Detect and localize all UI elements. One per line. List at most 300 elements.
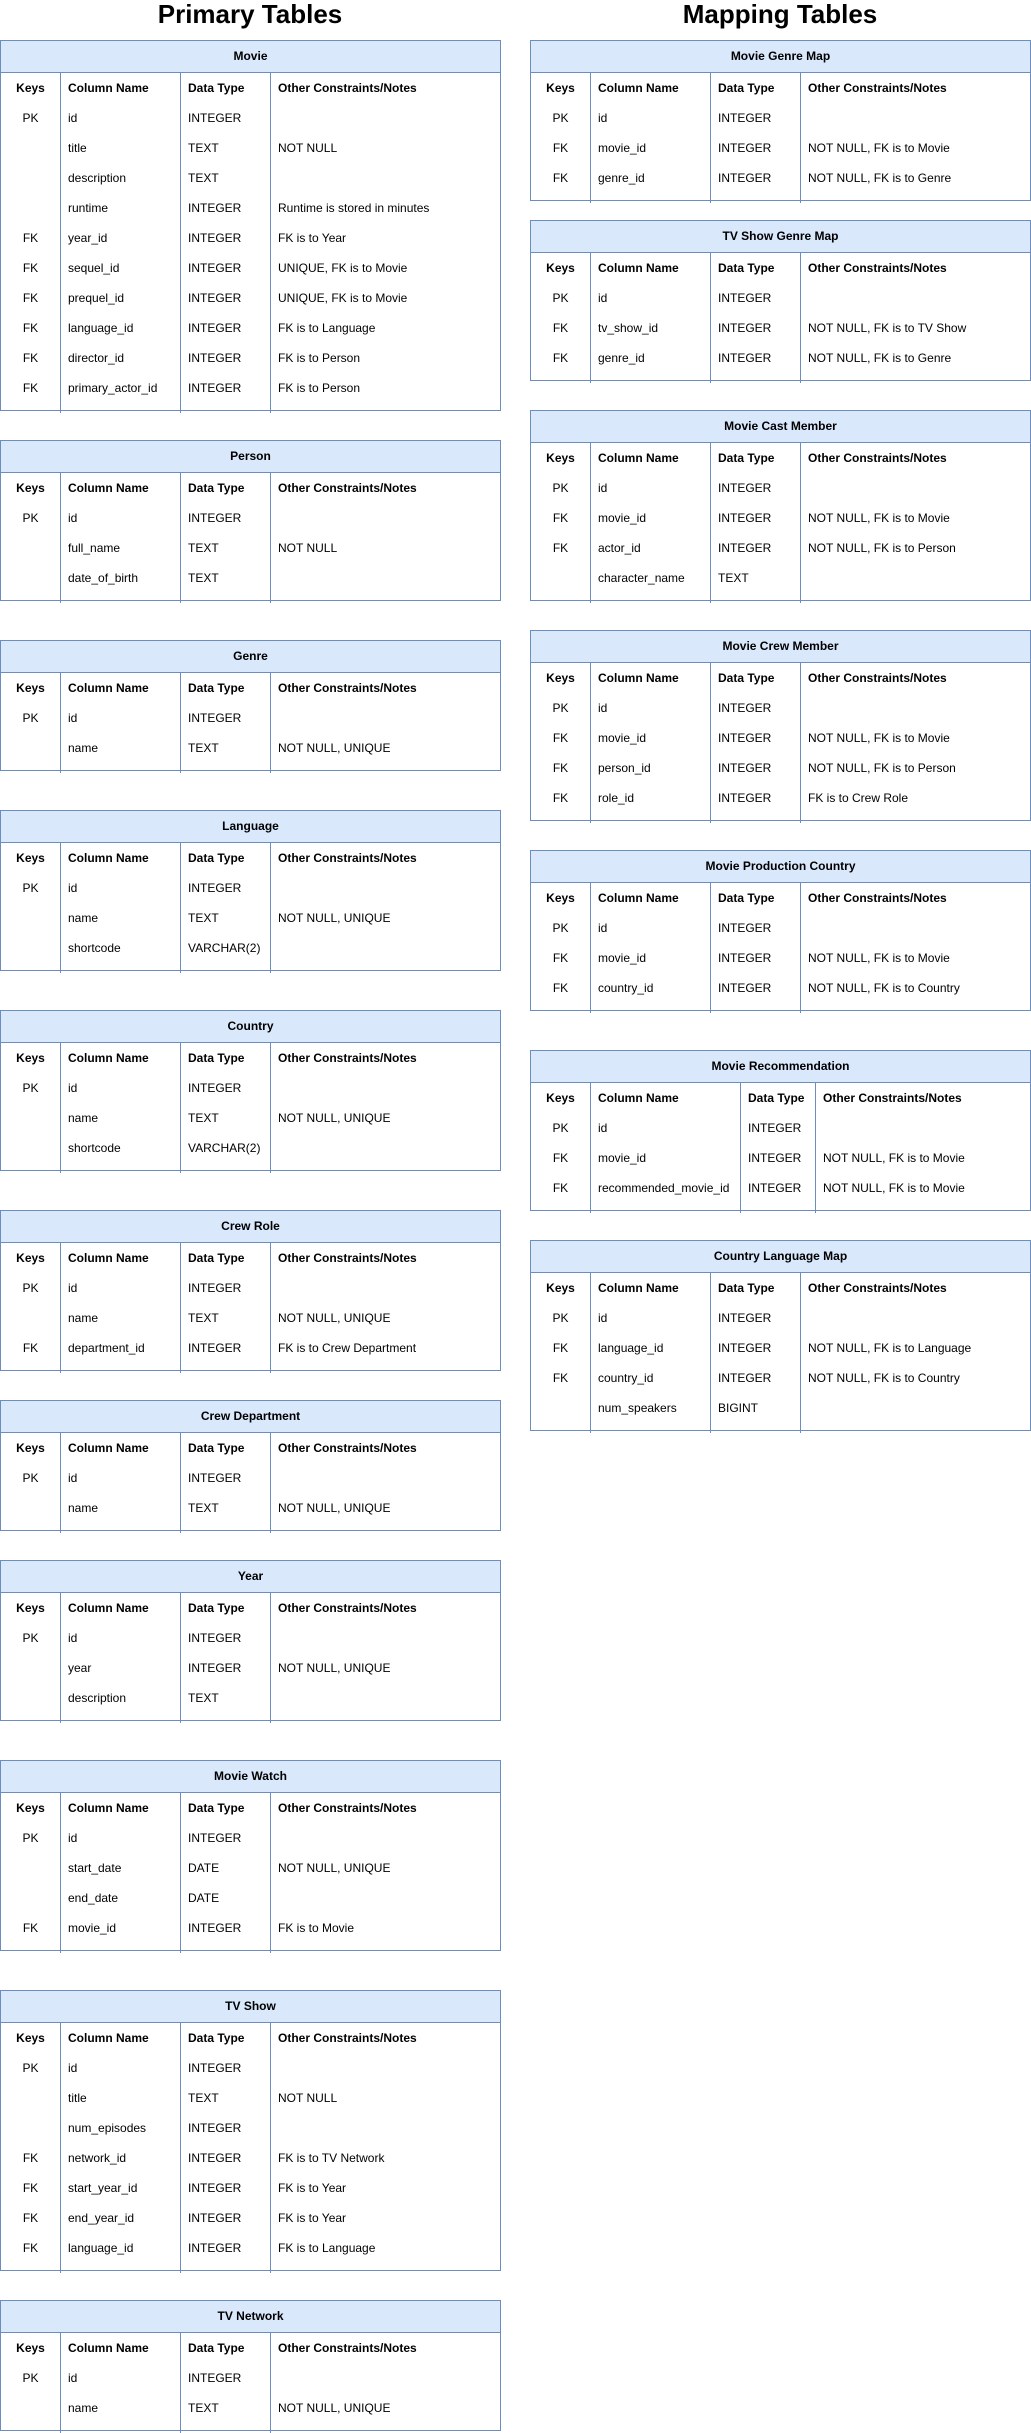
data-type-cell: TEXT bbox=[181, 2083, 271, 2113]
key-cell bbox=[1, 533, 61, 563]
header-column-name: Column Name bbox=[591, 663, 711, 693]
data-type-cell: INTEGER bbox=[181, 2203, 271, 2233]
data-type-cell: INTEGER bbox=[181, 2113, 271, 2143]
padding-key bbox=[531, 1203, 591, 1213]
data-type-cell: INTEGER bbox=[741, 1173, 816, 1203]
notes-cell bbox=[271, 1133, 500, 1163]
table-row bbox=[1, 2363, 500, 2393]
table-row bbox=[531, 283, 1030, 313]
key-cell bbox=[1, 1683, 61, 1713]
key-cell: FK bbox=[531, 943, 591, 973]
padding-name bbox=[591, 593, 711, 603]
padding-type bbox=[181, 2263, 271, 2273]
header-data-type: Data Type bbox=[711, 663, 801, 693]
column-name-cell: recommended_movie_id bbox=[591, 1173, 741, 1203]
padding-name bbox=[61, 403, 181, 413]
table-header-row bbox=[531, 1273, 1030, 1303]
data-type-cell: BIGINT bbox=[711, 1393, 801, 1423]
padding-name bbox=[591, 813, 711, 823]
padding-name bbox=[61, 1363, 181, 1373]
padding-type bbox=[181, 963, 271, 973]
padding-key bbox=[1, 963, 61, 973]
data-type-cell: INTEGER bbox=[181, 1823, 271, 1853]
notes-cell bbox=[271, 1823, 500, 1853]
key-cell: FK bbox=[531, 343, 591, 373]
column-name-cell: name bbox=[61, 1103, 181, 1133]
notes-cell: NOT NULL, UNIQUE bbox=[278, 741, 391, 755]
table-title: TV Show Genre Map bbox=[531, 221, 1030, 253]
data-type-cell: TEXT bbox=[181, 1493, 271, 1523]
column-name-cell: description bbox=[61, 1683, 181, 1713]
table-row bbox=[531, 163, 1030, 193]
header-notes: Other Constraints/Notes bbox=[278, 1441, 417, 1455]
table-row bbox=[1, 563, 500, 593]
table-movie-crew-member bbox=[530, 630, 1031, 821]
key-cell bbox=[1, 733, 61, 763]
column-name-cell: network_id bbox=[61, 2143, 181, 2173]
data-type-cell: INTEGER bbox=[181, 2173, 271, 2203]
key-cell bbox=[1, 903, 61, 933]
header-notes: Other Constraints/Notes bbox=[278, 2031, 417, 2045]
table-row bbox=[1, 2393, 500, 2423]
padding-key bbox=[1, 593, 61, 603]
column-name-cell: name bbox=[61, 733, 181, 763]
table-row bbox=[1, 533, 500, 563]
table-title: Genre bbox=[1, 641, 500, 673]
table-row bbox=[531, 133, 1030, 163]
table-row bbox=[1, 1303, 500, 1333]
table-header-row bbox=[1, 673, 500, 703]
padding-key bbox=[531, 373, 591, 383]
notes-cell bbox=[271, 2053, 500, 2083]
table-row bbox=[531, 1113, 1030, 1143]
table-row bbox=[531, 1143, 1030, 1173]
padding-name bbox=[61, 963, 181, 973]
padding-key bbox=[1, 2263, 61, 2273]
table-row bbox=[1, 163, 500, 193]
notes-cell: NOT NULL, FK is to Movie bbox=[808, 951, 950, 965]
table-row bbox=[1, 2173, 500, 2203]
table-row bbox=[1, 1273, 500, 1303]
header-keys: Keys bbox=[531, 663, 591, 693]
key-cell bbox=[1, 193, 61, 223]
notes-cell: NOT NULL, FK is to Movie bbox=[823, 1181, 965, 1195]
table-header-row bbox=[531, 443, 1030, 473]
table-row bbox=[531, 343, 1030, 373]
table-row bbox=[1, 1133, 500, 1163]
header-keys: Keys bbox=[1, 1433, 61, 1463]
primary-tables-heading: Primary Tables bbox=[157, 0, 343, 29]
table-body bbox=[1, 1433, 500, 1533]
key-cell: PK bbox=[1, 103, 61, 133]
table-header-row bbox=[1, 73, 500, 103]
padding-name bbox=[61, 2423, 181, 2433]
header-data-type: Data Type bbox=[181, 1243, 271, 1273]
data-type-cell: TEXT bbox=[181, 133, 271, 163]
header-keys: Keys bbox=[1, 2023, 61, 2053]
key-cell bbox=[1, 163, 61, 193]
notes-cell bbox=[271, 563, 500, 593]
header-notes: Other Constraints/Notes bbox=[278, 481, 417, 495]
table-body bbox=[531, 1083, 1030, 1213]
header-notes: Other Constraints/Notes bbox=[808, 261, 947, 275]
notes-cell: NOT NULL, UNIQUE bbox=[278, 1861, 391, 1875]
data-type-cell: INTEGER bbox=[741, 1143, 816, 1173]
data-type-cell: INTEGER bbox=[181, 343, 271, 373]
header-column-name: Column Name bbox=[591, 883, 711, 913]
key-cell: FK bbox=[1, 2173, 61, 2203]
notes-cell bbox=[271, 873, 500, 903]
header-notes: Other Constraints/Notes bbox=[808, 1281, 947, 1295]
table-padding-row bbox=[531, 813, 1030, 823]
data-type-cell: INTEGER bbox=[181, 1073, 271, 1103]
column-name-cell: end_year_id bbox=[61, 2203, 181, 2233]
notes-cell: FK is to Person bbox=[278, 381, 361, 395]
table-header-row bbox=[1, 1593, 500, 1623]
table-body bbox=[1, 73, 500, 413]
data-type-cell: TEXT bbox=[181, 533, 271, 563]
header-notes: Other Constraints/Notes bbox=[278, 681, 417, 695]
table-row bbox=[1, 283, 500, 313]
key-cell: PK bbox=[1, 873, 61, 903]
table-header-row bbox=[531, 73, 1030, 103]
key-cell bbox=[1, 2113, 61, 2143]
column-name-cell: id bbox=[61, 873, 181, 903]
header-column-name: Column Name bbox=[61, 1593, 181, 1623]
notes-cell bbox=[271, 503, 500, 533]
column-name-cell: id bbox=[61, 1463, 181, 1493]
column-name-cell: actor_id bbox=[591, 533, 711, 563]
key-cell: PK bbox=[1, 2363, 61, 2393]
column-name-cell: language_id bbox=[591, 1333, 711, 1363]
table-crew-role bbox=[0, 1210, 501, 1371]
data-type-cell: TEXT bbox=[181, 1103, 271, 1133]
data-type-cell: INTEGER bbox=[711, 283, 801, 313]
header-data-type: Data Type bbox=[181, 2333, 271, 2363]
notes-cell: NOT NULL, UNIQUE bbox=[278, 911, 391, 925]
column-name-cell: date_of_birth bbox=[61, 563, 181, 593]
table-row bbox=[531, 1303, 1030, 1333]
table-body bbox=[1, 843, 500, 973]
padding-type bbox=[181, 1523, 271, 1533]
data-type-cell: INTEGER bbox=[711, 473, 801, 503]
data-type-cell: INTEGER bbox=[181, 2143, 271, 2173]
table-row bbox=[1, 223, 500, 253]
notes-cell bbox=[801, 1303, 1030, 1333]
column-name-cell: id bbox=[591, 693, 711, 723]
header-keys: Keys bbox=[1, 73, 61, 103]
key-cell: FK bbox=[1, 2233, 61, 2263]
table-row bbox=[531, 723, 1030, 753]
key-cell: PK bbox=[1, 1623, 61, 1653]
table-row bbox=[1, 2203, 500, 2233]
table-padding-row bbox=[1, 403, 500, 413]
header-column-name: Column Name bbox=[61, 2333, 181, 2363]
column-name-cell: num_episodes bbox=[61, 2113, 181, 2143]
key-cell bbox=[1, 933, 61, 963]
column-name-cell: start_date bbox=[61, 1853, 181, 1883]
key-cell: PK bbox=[1, 1463, 61, 1493]
table-padding-row bbox=[1, 593, 500, 603]
data-type-cell: INTEGER bbox=[181, 313, 271, 343]
padding-name bbox=[591, 1423, 711, 1433]
column-name-cell: id bbox=[61, 1073, 181, 1103]
column-name-cell: prequel_id bbox=[61, 283, 181, 313]
key-cell: PK bbox=[531, 103, 591, 133]
notes-cell bbox=[271, 2113, 500, 2143]
key-cell: PK bbox=[1, 1273, 61, 1303]
header-keys: Keys bbox=[1, 1043, 61, 1073]
table-padding-row bbox=[531, 593, 1030, 603]
notes-cell: NOT NULL, FK is to Movie bbox=[808, 511, 950, 525]
table-row bbox=[531, 1363, 1030, 1393]
notes-cell: FK is to Year bbox=[278, 231, 347, 245]
table-row bbox=[1, 1623, 500, 1653]
table-padding-row bbox=[1, 763, 500, 773]
table-title: Person bbox=[1, 441, 500, 473]
table-row bbox=[1, 193, 500, 223]
table-row bbox=[1, 1683, 500, 1713]
key-cell bbox=[1, 1303, 61, 1333]
padding-name bbox=[61, 1943, 181, 1953]
column-name-cell: person_id bbox=[591, 753, 711, 783]
key-cell: FK bbox=[1, 373, 61, 403]
table-row bbox=[1, 1333, 500, 1363]
header-column-name: Column Name bbox=[61, 1243, 181, 1273]
data-type-cell: INTEGER bbox=[181, 2053, 271, 2083]
key-cell bbox=[1, 1883, 61, 1913]
table-row bbox=[1, 133, 500, 163]
table-row bbox=[1, 1883, 500, 1913]
padding-name bbox=[61, 593, 181, 603]
data-type-cell: TEXT bbox=[181, 563, 271, 593]
column-name-cell: title bbox=[61, 2083, 181, 2113]
data-type-cell: TEXT bbox=[181, 903, 271, 933]
key-cell: FK bbox=[1, 253, 61, 283]
table-genre bbox=[0, 640, 501, 771]
header-keys: Keys bbox=[1, 673, 61, 703]
notes-cell bbox=[271, 163, 500, 193]
table-title: Crew Role bbox=[1, 1211, 500, 1243]
key-cell: PK bbox=[531, 693, 591, 723]
table-title: Movie Genre Map bbox=[531, 41, 1030, 73]
padding-type bbox=[181, 1363, 271, 1373]
padding-key bbox=[531, 1003, 591, 1013]
padding-type bbox=[711, 193, 801, 203]
header-keys: Keys bbox=[531, 1083, 591, 1113]
padding-type bbox=[181, 1163, 271, 1173]
notes-cell: NOT NULL, FK is to Person bbox=[808, 541, 956, 555]
data-type-cell: INTEGER bbox=[711, 313, 801, 343]
key-cell: FK bbox=[531, 723, 591, 753]
notes-cell: FK is to Year bbox=[278, 2181, 347, 2195]
data-type-cell: INTEGER bbox=[181, 253, 271, 283]
notes-cell: FK is to Year bbox=[278, 2211, 347, 2225]
key-cell: PK bbox=[531, 1113, 591, 1143]
header-data-type: Data Type bbox=[741, 1083, 816, 1113]
header-notes: Other Constraints/Notes bbox=[278, 1251, 417, 1265]
header-column-name: Column Name bbox=[61, 843, 181, 873]
notes-cell: NOT NULL, UNIQUE bbox=[278, 1661, 391, 1675]
column-name-cell: description bbox=[61, 163, 181, 193]
table-body bbox=[531, 443, 1030, 603]
column-name-cell: shortcode bbox=[61, 1133, 181, 1163]
column-name-cell: id bbox=[61, 1273, 181, 1303]
notes-cell bbox=[816, 1113, 1030, 1143]
header-notes: Other Constraints/Notes bbox=[278, 851, 417, 865]
key-cell bbox=[1, 2083, 61, 2113]
notes-cell: NOT NULL, FK is to Language bbox=[808, 1341, 972, 1355]
notes-cell bbox=[271, 2363, 500, 2393]
padding-type bbox=[181, 593, 271, 603]
key-cell: FK bbox=[531, 1173, 591, 1203]
table-title: Movie bbox=[1, 41, 500, 73]
table-title: TV Network bbox=[1, 2301, 500, 2333]
notes-cell bbox=[801, 473, 1030, 503]
column-name-cell: id bbox=[591, 1113, 741, 1143]
notes-cell: NOT NULL, UNIQUE bbox=[278, 1111, 391, 1125]
padding-name bbox=[61, 1713, 181, 1723]
column-name-cell: genre_id bbox=[591, 163, 711, 193]
table-padding-row bbox=[1, 1713, 500, 1723]
column-name-cell: id bbox=[591, 283, 711, 313]
table-country-language-map bbox=[530, 1240, 1031, 1431]
key-cell bbox=[531, 563, 591, 593]
column-name-cell: character_name bbox=[591, 563, 711, 593]
padding-name bbox=[61, 1163, 181, 1173]
column-name-cell: id bbox=[61, 1623, 181, 1653]
column-name-cell: title bbox=[61, 133, 181, 163]
header-data-type: Data Type bbox=[181, 843, 271, 873]
column-name-cell: id bbox=[591, 1303, 711, 1333]
table-padding-row bbox=[531, 1423, 1030, 1433]
key-cell bbox=[1, 1653, 61, 1683]
column-name-cell: id bbox=[61, 703, 181, 733]
column-name-cell: language_id bbox=[61, 2233, 181, 2263]
table-language bbox=[0, 810, 501, 971]
padding-type bbox=[711, 1423, 801, 1433]
table-row bbox=[1, 1913, 500, 1943]
table-row bbox=[1, 343, 500, 373]
data-type-cell: INTEGER bbox=[711, 163, 801, 193]
column-name-cell: movie_id bbox=[591, 1143, 741, 1173]
data-type-cell: TEXT bbox=[181, 733, 271, 763]
header-data-type: Data Type bbox=[711, 73, 801, 103]
key-cell: PK bbox=[1, 2053, 61, 2083]
table-row bbox=[1, 2083, 500, 2113]
notes-cell bbox=[271, 1073, 500, 1103]
header-data-type: Data Type bbox=[181, 2023, 271, 2053]
table-row bbox=[531, 473, 1030, 503]
column-name-cell: year_id bbox=[61, 223, 181, 253]
column-name-cell: movie_id bbox=[591, 943, 711, 973]
notes-cell bbox=[271, 933, 500, 963]
table-body bbox=[531, 663, 1030, 823]
header-column-name: Column Name bbox=[591, 443, 711, 473]
column-name-cell: id bbox=[591, 913, 711, 943]
key-cell: PK bbox=[1, 503, 61, 533]
key-cell: FK bbox=[531, 973, 591, 1003]
padding-key bbox=[531, 193, 591, 203]
data-type-cell: INTEGER bbox=[181, 283, 271, 313]
key-cell bbox=[1, 563, 61, 593]
table-body bbox=[1, 1243, 500, 1373]
data-type-cell: INTEGER bbox=[181, 193, 271, 223]
key-cell bbox=[1, 1853, 61, 1883]
padding-key bbox=[531, 813, 591, 823]
notes-cell bbox=[271, 103, 500, 133]
header-data-type: Data Type bbox=[181, 473, 271, 503]
table-crew-department bbox=[0, 1400, 501, 1531]
table-row bbox=[1, 873, 500, 903]
header-notes: Other Constraints/Notes bbox=[808, 451, 947, 465]
table-body bbox=[1, 2023, 500, 2273]
key-cell bbox=[1, 1103, 61, 1133]
padding-key bbox=[1, 763, 61, 773]
header-notes: Other Constraints/Notes bbox=[278, 1801, 417, 1815]
header-column-name: Column Name bbox=[61, 473, 181, 503]
header-keys: Keys bbox=[531, 73, 591, 103]
table-body bbox=[531, 883, 1030, 1013]
key-cell: FK bbox=[1, 2143, 61, 2173]
key-cell: FK bbox=[531, 163, 591, 193]
notes-cell: Runtime is stored in minutes bbox=[278, 201, 430, 215]
header-column-name: Column Name bbox=[61, 673, 181, 703]
table-movie-production-country bbox=[530, 850, 1031, 1011]
table-title: Movie Crew Member bbox=[531, 631, 1030, 663]
table-movie bbox=[0, 40, 501, 411]
notes-cell: FK is to Crew Role bbox=[808, 791, 909, 805]
padding-key bbox=[1, 1713, 61, 1723]
key-cell bbox=[531, 1393, 591, 1423]
header-notes: Other Constraints/Notes bbox=[823, 1091, 962, 1105]
column-name-cell: name bbox=[61, 1303, 181, 1333]
table-row bbox=[1, 1103, 500, 1133]
padding-type bbox=[711, 373, 801, 383]
key-cell: PK bbox=[531, 1303, 591, 1333]
table-row bbox=[1, 1463, 500, 1493]
data-type-cell: INTEGER bbox=[181, 1913, 271, 1943]
header-data-type: Data Type bbox=[181, 673, 271, 703]
table-body bbox=[531, 73, 1030, 203]
table-row bbox=[531, 313, 1030, 343]
header-notes: Other Constraints/Notes bbox=[278, 1601, 417, 1615]
table-title: Year bbox=[1, 1561, 500, 1593]
notes-cell bbox=[271, 1463, 500, 1493]
notes-cell: FK is to Movie bbox=[278, 1921, 355, 1935]
table-header-row bbox=[1, 1243, 500, 1273]
data-type-cell: INTEGER bbox=[711, 103, 801, 133]
data-type-cell: INTEGER bbox=[181, 1653, 271, 1683]
table-header-row bbox=[1, 1793, 500, 1823]
column-name-cell: id bbox=[61, 2363, 181, 2393]
table-title: Movie Watch bbox=[1, 1761, 500, 1793]
header-keys: Keys bbox=[531, 883, 591, 913]
header-data-type: Data Type bbox=[181, 1593, 271, 1623]
notes-cell: NOT NULL, FK is to Movie bbox=[808, 731, 950, 745]
column-name-cell: id bbox=[591, 473, 711, 503]
key-cell bbox=[1, 133, 61, 163]
header-data-type: Data Type bbox=[711, 1273, 801, 1303]
padding-name bbox=[591, 1003, 711, 1013]
table-padding-row bbox=[531, 193, 1030, 203]
data-type-cell: INTEGER bbox=[711, 753, 801, 783]
padding-key bbox=[1, 2423, 61, 2433]
data-type-cell: INTEGER bbox=[711, 533, 801, 563]
padding-type bbox=[711, 813, 801, 823]
table-movie-watch bbox=[0, 1760, 501, 1951]
table-padding-row bbox=[1, 1943, 500, 1953]
